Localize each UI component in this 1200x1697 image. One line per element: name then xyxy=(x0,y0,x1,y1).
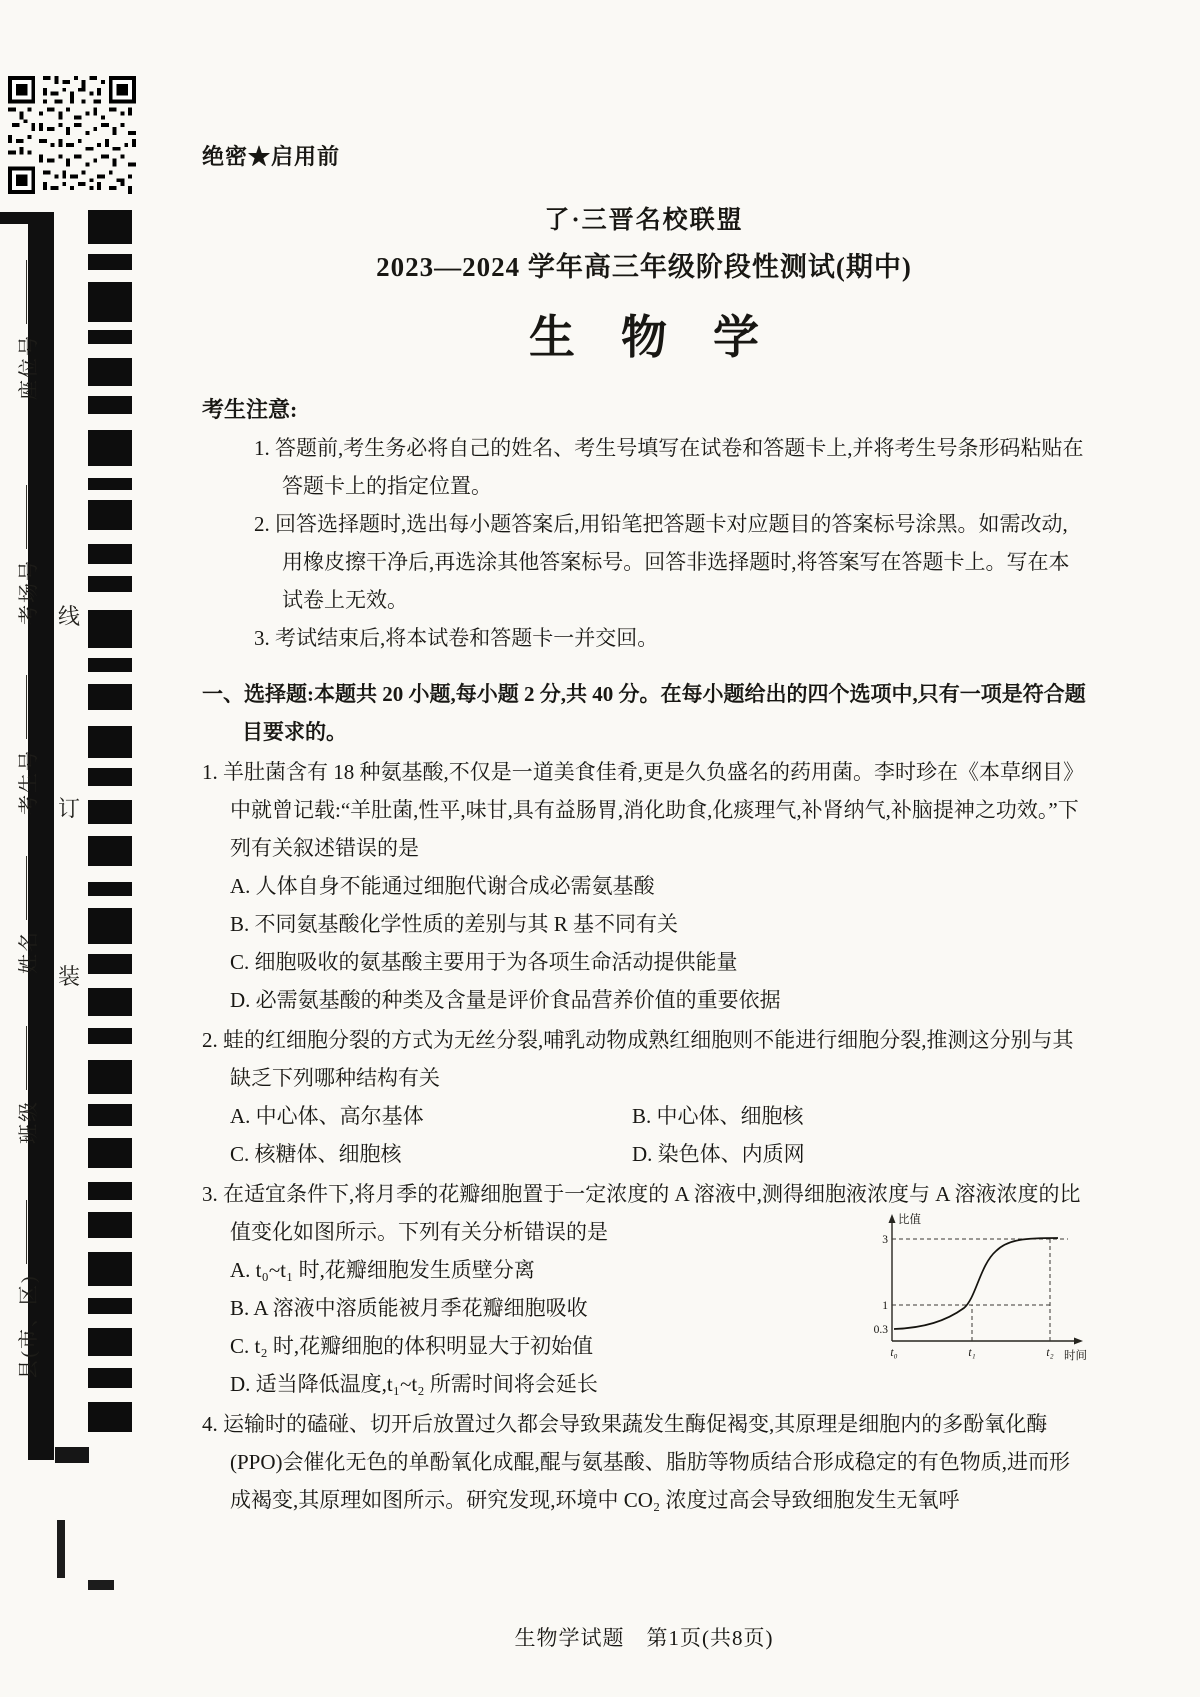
exam-title: 2023—2024 学年高三年级阶段性测试(期中) xyxy=(376,252,912,282)
question-3-options xyxy=(202,1251,832,1403)
question-4 xyxy=(202,1405,1086,1519)
binding-line-char: 线 xyxy=(57,604,80,629)
chart-x-axis-label: 时间 xyxy=(1064,1350,1087,1363)
option-d: D. 染色体、内质网 xyxy=(632,1142,805,1167)
chart-xtick-t1: t₁ xyxy=(968,1347,976,1360)
option-b: B. 中心体、细胞核 xyxy=(632,1104,804,1129)
option-a: A. 人体自身不能通过细胞代谢合成必需氨基酸 xyxy=(230,874,655,899)
question-1 xyxy=(202,753,1086,1019)
chart-xtick-t2: t₂ xyxy=(1046,1347,1054,1360)
binding-edge-tick xyxy=(0,212,30,224)
option-a: A. t₀~t₁ 时,花瓣细胞发生质壁分离 xyxy=(230,1258,535,1283)
question-2-options xyxy=(202,1097,1086,1173)
chart-ytick-1: 1 xyxy=(882,1300,888,1313)
scan-artifact xyxy=(55,1447,89,1463)
subject-title: 生 物 学 xyxy=(529,312,759,363)
binding-line-char: 订 xyxy=(57,796,80,821)
ratio-time-chart xyxy=(872,1209,1090,1367)
chart-ytick-3: 3 xyxy=(882,1234,888,1247)
candidate-notice xyxy=(202,391,1086,657)
margin-label-seat-number: 座位号 xyxy=(14,255,38,405)
option-a: A. 中心体、高尔基体 xyxy=(230,1104,424,1129)
question-3-stem: 3. 在适宜条件下,将月季的花瓣细胞置于一定浓度的 A 溶液中,测得细胞液浓度与 A 溶液浓度的比值变化如图所示。下列有关分析错误的是 xyxy=(202,1182,1081,1245)
option-d: D. 必需氨基酸的种类及含量是评价食品营养价值的重要依据 xyxy=(230,988,781,1013)
question-1-stem: 1. 羊肚菌含有 18 种氨基酸,不仅是一道美食佳肴,更是久负盛名的药用菌。李时珍在《本草纲目》中就曾记载:“羊肚菌,性平,味甘,具有益肠胃,消化助食,化痰理气,补肾纳气,补脑提神之功效。”下列有关叙述错误的是 xyxy=(202,760,1084,861)
page-footer: 生物学试题 第1页(共8页) xyxy=(514,1626,774,1650)
section-header-choice: 一、选择题:本题共 20 小题,每小题 2 分,共 40 分。在每小题给出的四个选项中,只有一项是符合题目要求的。 xyxy=(202,682,1086,745)
notice-title: 考生注意: xyxy=(202,397,298,423)
question-4-stem: 4. 运输时的磕碰、切开后放置过久都会导致果蔬发生酶促褐变,其原理是细胞内的多酚氧化酶(PPO)会催化无色的单酚氧化成醌,醌与氨基酸、脂肪等物质结合形成稳定的有色物质,进而形成褐变,其原理如图所示。研究发现,环境中 CO₂ 浓度过高会导致细胞发生无氧呼 xyxy=(202,1412,1071,1513)
option-c: C. 细胞吸收的氨基酸主要用于为各项生命活动提供能量 xyxy=(230,950,738,975)
question-1-options xyxy=(202,867,1086,1019)
league-title: 了·三晋名校联盟 xyxy=(544,207,744,234)
chart-y-axis-label: 比值 xyxy=(898,1214,921,1227)
option-d: D. 适当降低温度,t₁~t₂ 所需时间将会延长 xyxy=(230,1372,598,1397)
qr-code xyxy=(8,76,136,194)
scan-artifact xyxy=(88,1580,114,1590)
question-3 xyxy=(202,1175,1086,1403)
notice-item-1: 1. 答题前,考生务必将自己的姓名、考生号填写在试卷和答题卡上,并将考生号条形码粘贴在答题卡上的指定位置。 xyxy=(254,436,1084,499)
binding-line-char: 装 xyxy=(57,964,80,989)
option-c: C. 核糖体、细胞核 xyxy=(230,1142,402,1167)
margin-label-name: 姓名 xyxy=(14,850,38,980)
margin-label-room-number: 考场号 xyxy=(14,480,38,630)
chart-xtick-t0: t₀ xyxy=(890,1347,898,1360)
chart-ytick-0-3: 0.3 xyxy=(873,1324,888,1337)
security-classification: 绝密★启用前 xyxy=(202,144,341,169)
notice-item-3: 3. 考试结束后,将本试卷和答题卡一并交回。 xyxy=(254,626,659,651)
option-b: B. A 溶液中溶质能被月季花瓣细胞吸收 xyxy=(230,1296,588,1321)
paper-content xyxy=(202,138,1086,1519)
option-b: B. 不同氨基酸化学性质的差别与其 R 基不同有关 xyxy=(230,912,679,937)
notice-item-2: 2. 回答选择题时,选出每小题答案后,用铅笔把答题卡对应题目的答案标号涂黑。如需改动,用橡皮擦干净后,再选涂其他答案标号。回答非选择题时,将答案写在答题卡上。写在本试卷上无效。 xyxy=(254,512,1070,613)
option-c: C. t₂ 时,花瓣细胞的体积明显大于初始值 xyxy=(230,1334,594,1359)
timing-barcode-strip xyxy=(88,210,132,1432)
margin-label-candidate-number: 考生号 xyxy=(14,670,38,820)
margin-label-county: 县(市、区) xyxy=(14,1198,38,1382)
scan-artifact xyxy=(57,1520,65,1578)
margin-label-class: 班级 xyxy=(14,1020,38,1150)
question-2-stem: 2. 蛙的红细胞分裂的方式为无丝分裂,哺乳动物成熟红细胞则不能进行细胞分裂,推测这分别与其缺乏下列哪种结构有关 xyxy=(202,1028,1074,1091)
question-2 xyxy=(202,1021,1086,1173)
